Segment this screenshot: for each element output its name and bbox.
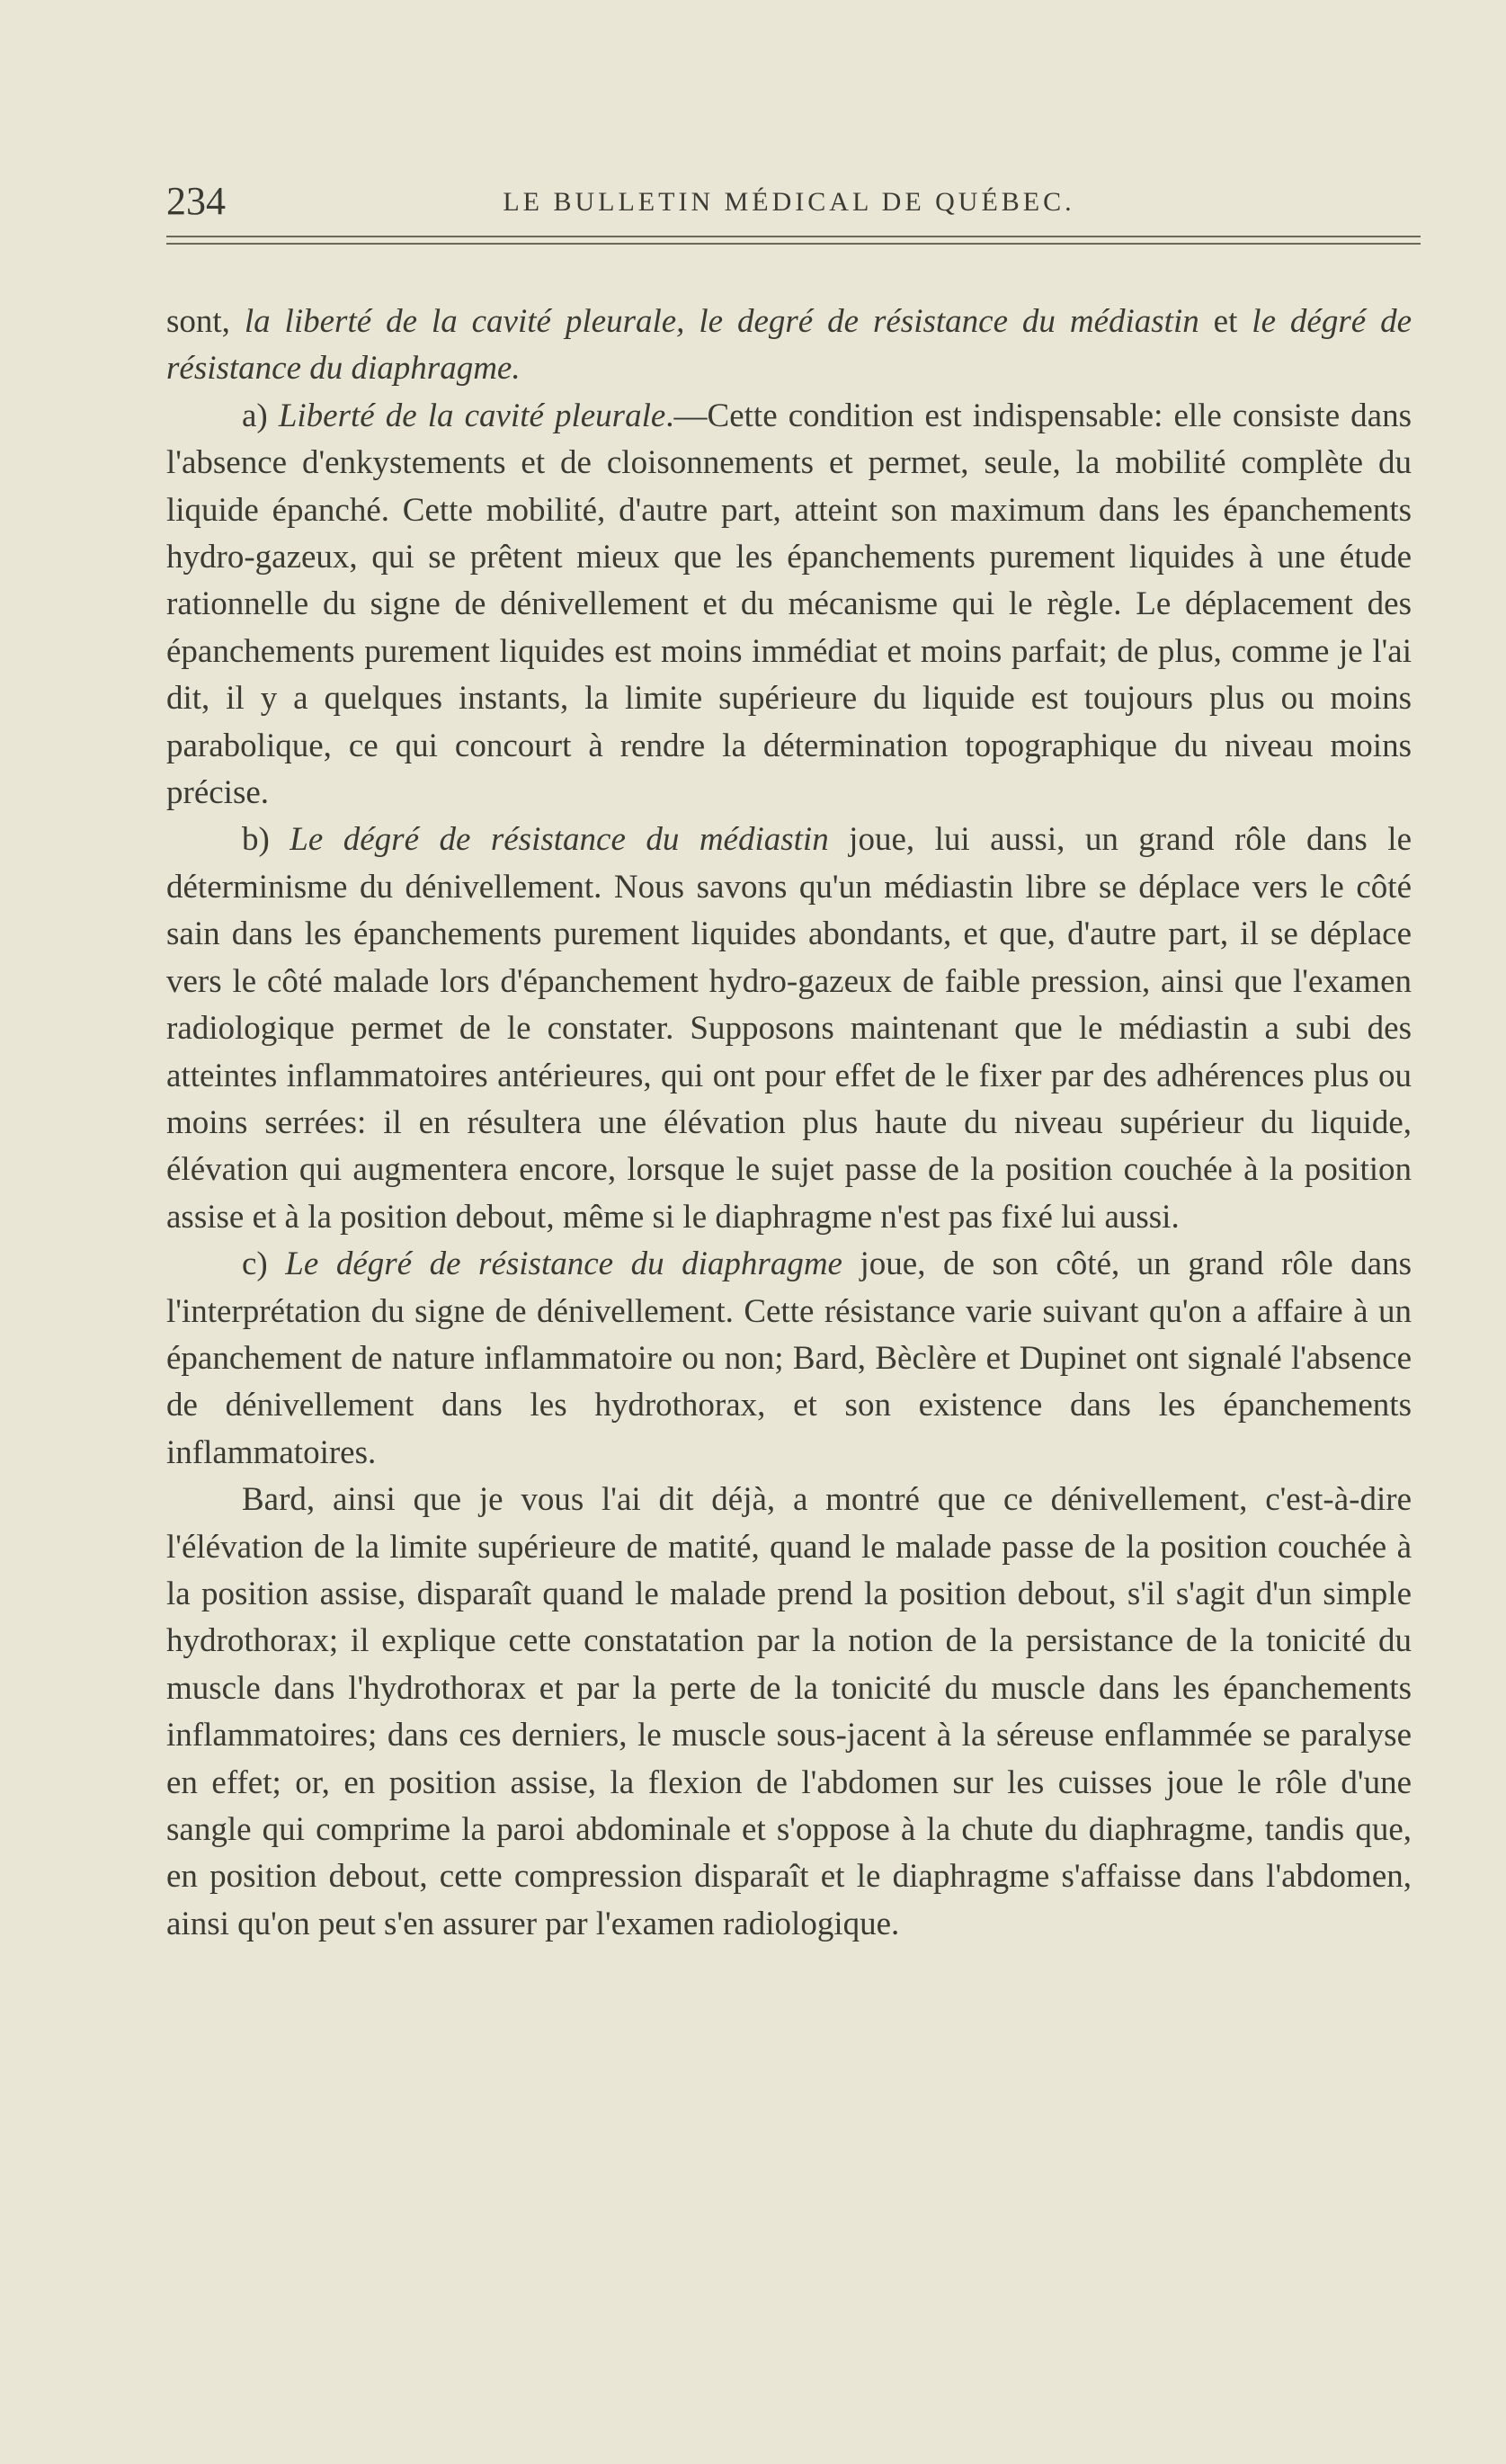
page-number: 234 (166, 179, 226, 223)
paragraph-bard (166, 1477, 1412, 1948)
paragraph-continuation (166, 299, 1412, 393)
item-label: c) (242, 1245, 286, 1283)
running-title: LE BULLETIN MÉDICAL DE QUÉBEC. (503, 187, 1075, 217)
paragraph-text: .—Cette condition est indispensable: elle consiste dans l'absence d'enkystements et de cloisonnements et permet, seule, la mobilité complète du liquide épanché. Cette mobilité, d'autre part, atteint son maximum dans les épanchements hydro-gazeux, qui se prêtent mieux que les épanchements purement liquides à une étude rationnelle du signe de dénivellement et du mécanisme qui le règle. Le déplacement des épanchements purement liquides est moins immédiat et moins parfait; de plus, comme je l'ai dit, il y a quelques instants, la limite supérieure du liquide est toujours plus ou moins parabolique, ce qui concourt à rendre la détermination topographique du niveau moins précise. (166, 397, 1412, 812)
article-body (166, 299, 1412, 1948)
paragraph-text: Bard, ainsi que je vous l'ai dit déjà, a montré que ce dénivellement, c'est-à-dire l'élévation de la limite supérieure de matité, quand le malade passe de la position couchée à la position assise, disparaît quand le malade prend la position debout, s'il s'agit d'un simple hydrothorax; il explique cette constatation par la notion de la persistance de la tonicité du muscle dans l'hydrothorax et par la perte de la tonicité du muscle dans les épanchements inflammatoires; dans ces derniers, le muscle sous-jacent à la séreuse enflammée se paralyse en effet; or, en position assise, la flexion de l'abdomen sur les cuisses joue le rôle d'une sangle qui comprime la paroi abdominale et s'oppose à la chute du diaphragme, tandis que, en position debout, cette compression disparaît et le diaphragme s'affaisse dans l'abdomen, ainsi qu'on peut s'en assurer par l'examen radiologique. (166, 1481, 1412, 1942)
paragraph-text: et (1199, 303, 1252, 340)
paragraph-b (166, 817, 1412, 1241)
section-title: Le dégré de résistance du médiastin (290, 821, 829, 859)
item-label: a) (242, 397, 279, 434)
paragraph-a (166, 393, 1412, 817)
paragraph-text: joue, lui aussi, un grand rôle dans le déterminisme du dénivellement. Nous savons qu'un médiastin libre se déplace vers le côté sain dans les épanchements purement liquides abondants, et que, d'autre part, il se déplace vers le côté malade lors d'épanchement hydro-gazeux de faible pression, ainsi que l'examen radiologique permet de le constater. Supposons maintenant que le médiastin a subi des atteintes inflammatoires antérieures, qui ont pour effet de le fixer par des adhérences plus ou moins serrées: il en résultera une élévation plus haute du niveau supérieur du liquide, élévation qui augmentera encore, lorsque le sujet passe de la position couchée à la position assise et à la position debout, même si le diaphragme n'est pas fixé lui aussi. (166, 821, 1412, 1236)
emphasis-text: le dégré de résistance du diaphragme. (166, 303, 1412, 388)
section-title: Liberté de la cavité pleurale (278, 397, 666, 434)
paragraph-text: joue, de son côté, un grand rôle dans l'interprétation du signe de dénivellement. Cette résistance varie suivant qu'on a affaire à un épanchement de nature inflammatoire ou non; Bard, Bèclère et Dupinet ont signalé l'absence de dénivellement dans les hydrothorax, et son existence dans les épanchements inflammatoires. (166, 1245, 1412, 1471)
paragraph-text: sont, (166, 303, 245, 340)
header-rule-top (166, 236, 1421, 237)
item-label: b) (242, 821, 290, 859)
section-title: Le dégré de résistance du diaphragme (285, 1245, 842, 1283)
paragraph-c (166, 1241, 1412, 1477)
page-header (166, 178, 1412, 232)
header-rule-bottom (166, 243, 1421, 245)
emphasis-text: la liberté de la cavité pleurale, le degré de résistance du médiastin (244, 303, 1199, 340)
